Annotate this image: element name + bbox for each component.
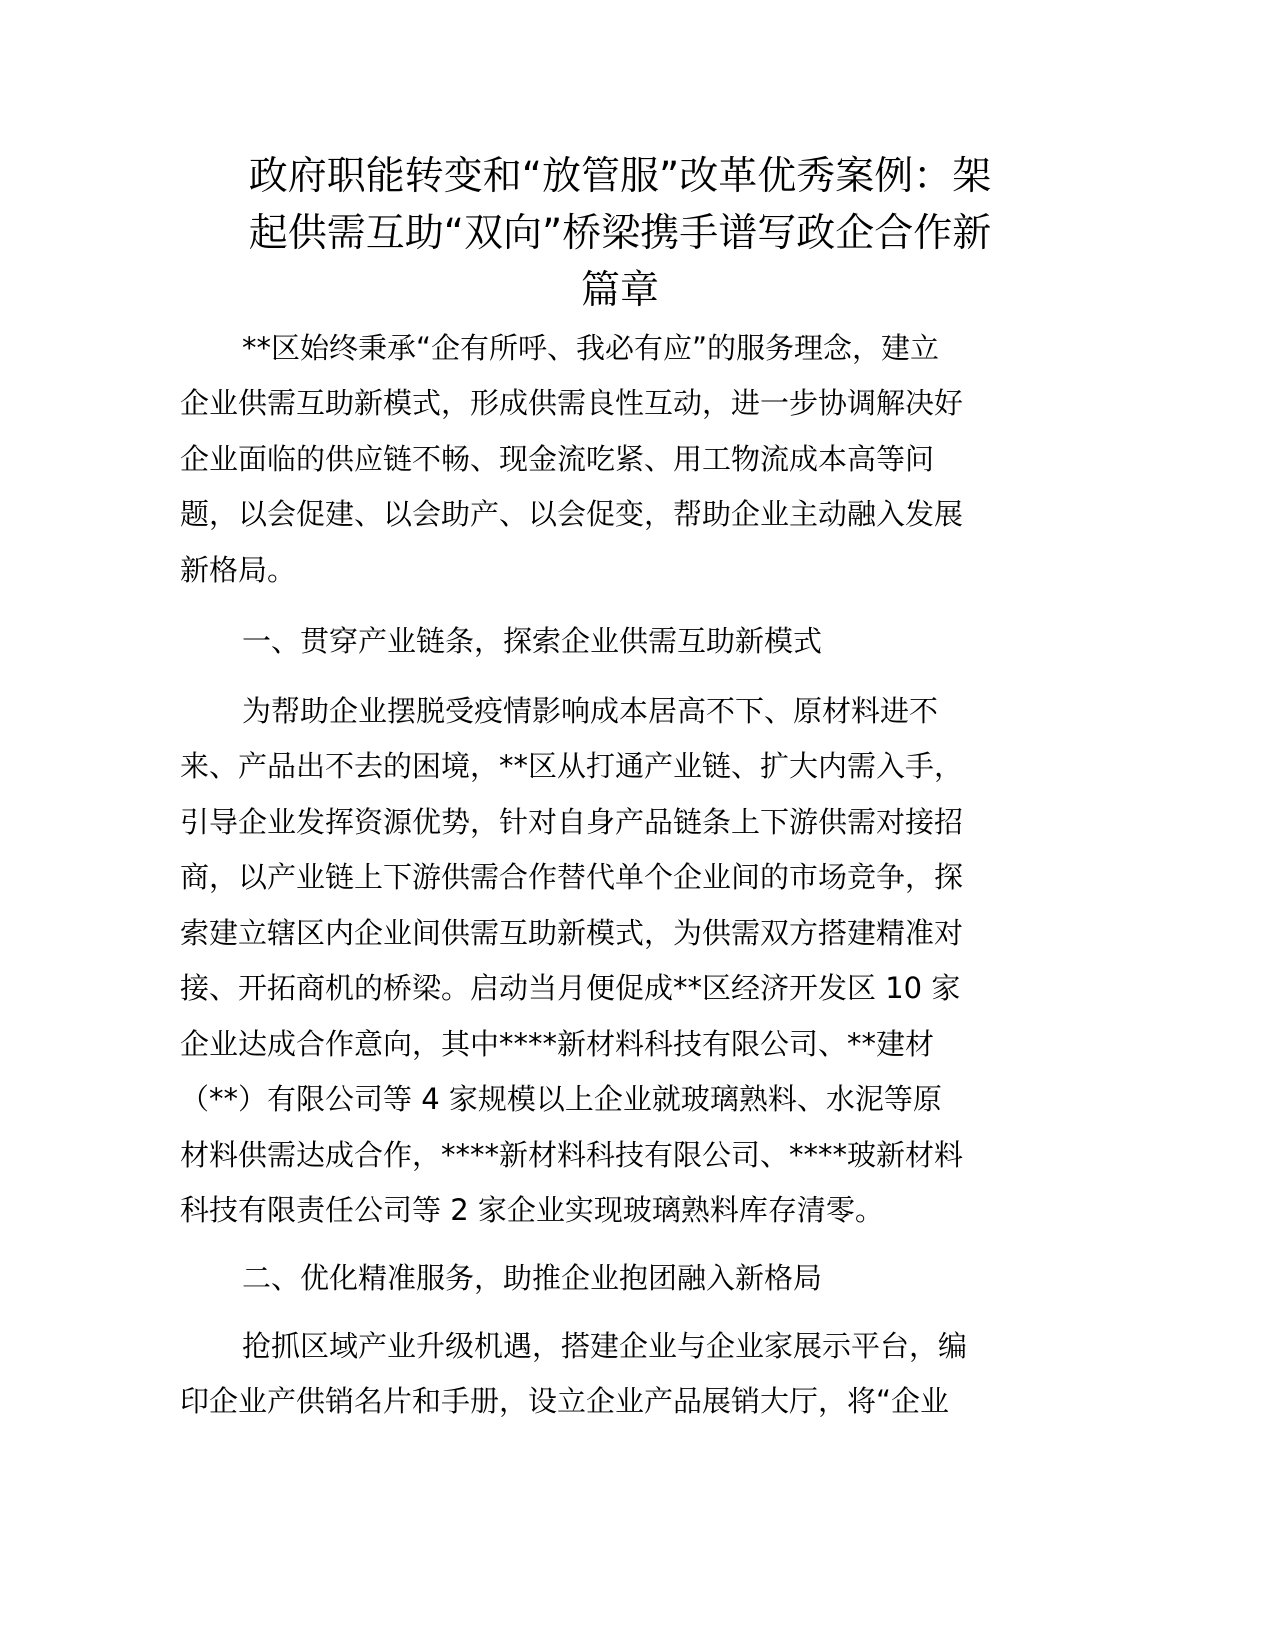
- text-line: 印企业产供销名片和手册，设立企业产品展销大厅，将“企业: [180, 1384, 950, 1418]
- text-line: 企业面临的供应链不畅、现金流吃紧、用工物流成本高等问: [180, 442, 935, 476]
- text-line: 来、产品出不去的困境，**区从打通产业链、扩大内需入手，: [180, 749, 964, 783]
- text-line: 商，以产业链上下游供需合作替代单个企业间的市场竞争，探: [180, 860, 964, 894]
- document-title: [180, 148, 1060, 319]
- title-line: 政府职能转变和“放管服”改革优秀案例：架: [248, 154, 992, 199]
- text-line: 索建立辖区内企业间供需互助新模式，为供需双方搭建精准对: [180, 916, 964, 950]
- text-line: 材料供需达成合作，****新材料科技有限公司、****玻新材料: [180, 1138, 964, 1172]
- text-line: （**）有限公司等 4 家规模以上企业就玻璃熟料、水泥等原: [180, 1082, 942, 1116]
- text-line: 接、开拓商机的桥梁。启动当月便促成**区经济开发区 10 家: [180, 971, 961, 1005]
- text-line: 新格局。: [180, 553, 297, 587]
- text-line: 抢抓区域产业升级机遇，搭建企业与企业家展示平台，编: [242, 1329, 968, 1363]
- text-line: 企业供需互助新模式，形成供需良性互动，进一步协调解决好: [180, 386, 964, 420]
- text-line: 企业达成合作意向，其中****新材料科技有限公司、**建材: [180, 1027, 935, 1061]
- text-line: **区始终秉承“企有所呼、我必有应”的服务理念，建立: [242, 331, 940, 365]
- heading-text: 二、优化精准服务，助推企业抱团融入新格局: [242, 1261, 823, 1295]
- title-line: 篇章: [580, 268, 659, 313]
- title-line: 起供需互助“双向”桥梁携手谱写政企合作新: [248, 211, 992, 256]
- text-line: 科技有限责任公司等 2 家企业实现玻璃熟料库存清零。: [180, 1193, 884, 1227]
- text-line: 为帮助企业摆脱受疫情影响成本居高不下、原材料进不: [242, 694, 939, 728]
- heading-text: 一、贯穿产业链条，探索企业供需互助新模式: [242, 624, 823, 658]
- text-line: 题，以会促建、以会助产、以会促变，帮助企业主动融入发展: [180, 497, 964, 531]
- text-line: 引导企业发挥资源优势，针对自身产品链条上下游供需对接招: [180, 805, 964, 839]
